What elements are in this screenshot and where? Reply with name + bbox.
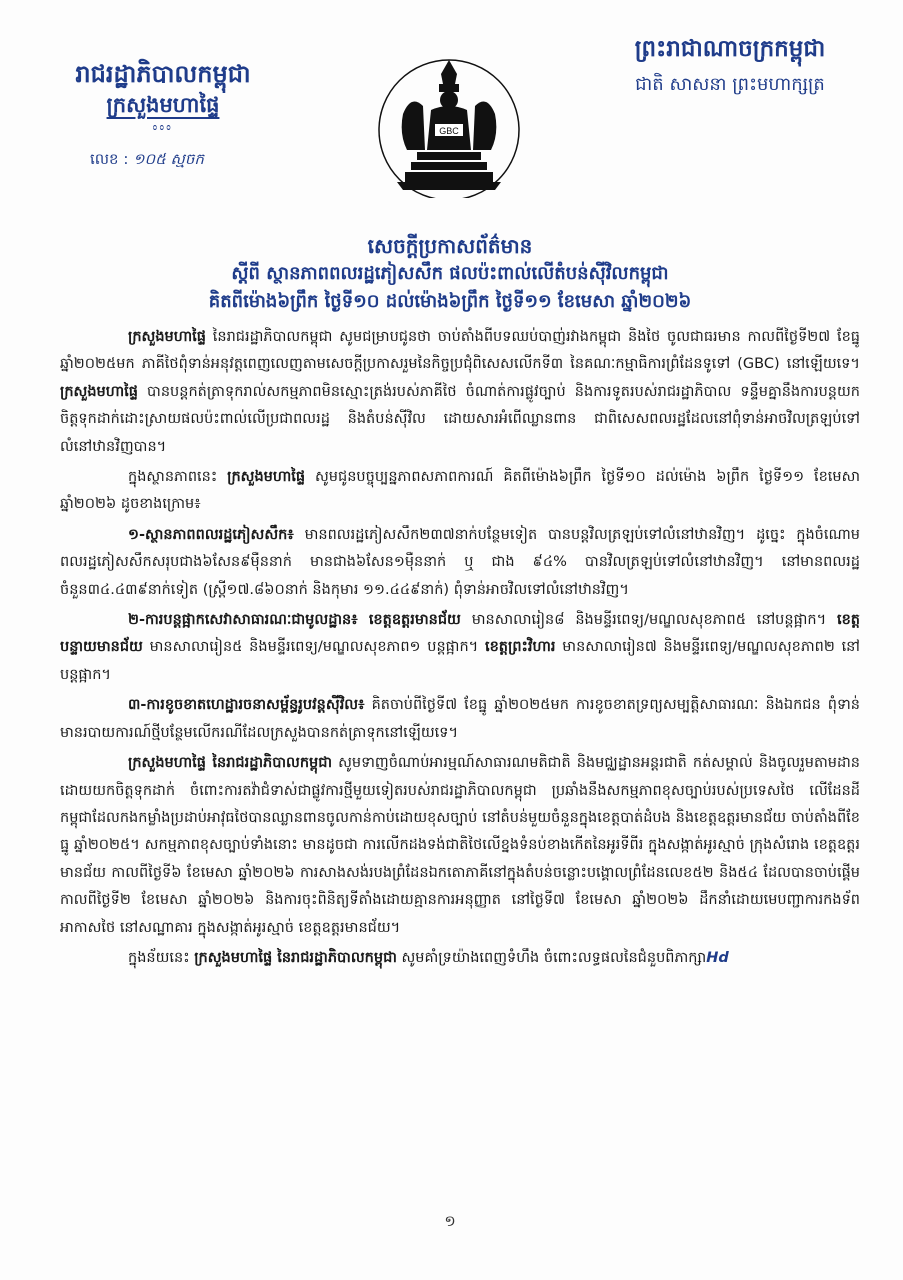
page-number: ១ <box>444 1212 456 1230</box>
ministry-name: ក្រសួងមហាផ្ទៃ <box>106 93 220 117</box>
title-line-1: សេចក្តីប្រកាសព័ត៌មាន <box>367 234 533 258</box>
p5-lead: ៣-ការខូចខាតហេដ្ឋារចនាសម្ព័ន្ធរូបវន្តស៊ីវិល៖ <box>128 697 365 714</box>
royal-emblem-icon <box>377 54 521 198</box>
right-header <box>585 32 875 100</box>
paragraph-3 <box>60 522 860 604</box>
p7-text: ក្នុងន័យនេះ <box>128 949 195 966</box>
p1-text-2: បានបន្តកត់ត្រាទុករាល់សកម្មភាពមិនស្មោះត្រង់របស់ភាគីថៃ ចំណាត់ការផ្លូវច្បាប់ និងការទូតរបស់រាជរដ្ឋាភិបាល ទន្ទឹមគ្នានឹងការបន្តយកចិត្តទុកដាក់ដោះស្រាយផលប៉ះពាល់លើប្រជាពលរដ្ឋ និងតំបន់ស៊ីវិល ដោយសារអំពើឈ្លានពាន ជាពិសេសពលរដ្ឋដែលនៅពុំទាន់អាចវិលត្រឡប់ទៅលំនៅឋានវិញបាន។ <box>60 383 860 455</box>
reference-number <box>90 146 290 172</box>
p6-text: សូមទាញចំណាប់អារម្មណ៍សាធារណមតិជាតិ និងមជ្ឈដ្ឋានអន្តរជាតិ កត់សម្គាល់ និងចូលរួមតាមដានដោយយកចិត្តទុកដាក់ ចំពោះការតវ៉ាជំទាស់ជាផ្លូវការថ្មីមួយទៀតរបស់រាជរដ្ឋាភិបាលកម្ពុជា ប្រឆាំងនឹងសកម្មភាពខុសច្បាប់របស់ប្រទេសថៃ លើដែនដីកម្ពុជាដែលកងកម្លាំងប្រដាប់អាវុធថៃបានឈ្លានពានចូលកាន់កាប់ដោយខុសច្បាប់ នៅតំបន់មួយចំនួនក្នុងខេត្តបាត់ដំបង និងខេត្តឧត្តរមានជ័យ ចាប់តាំងពីខែធ្នូ ឆ្នាំ២០២៥។ សកម្មភាពខុសច្បាប់ទាំងនោះ មានដូចជា ការលើកដងទង់ជាតិថៃលើខ្នងទំនប់ខាងកើតនៃអូរទីពីរ ក្នុងសង្កាត់អូរស្មាច់ ក្រុងសំរោង ខេត្តឧត្តរមានជ័យ កាលពីថ្ងៃទី៦ ខែមេសា ឆ្នាំ២០២៦ ការសាងសង់របងព្រំដែនឯកតោភាគីនៅក្នុងតំបន់ចន្លោះបង្គោលព្រំដែនលេខ៥២ និង៥៤ ដែលបានចាប់ផ្តើមកាលពីថ្ងៃទី២ ខែមេសា ឆ្នាំ២០២៦ និងការចុះពិនិត្យទីតាំងដោយគ្មានការអនុញ្ញាត នៅថ្ងៃទី៧ ខែមេសា ឆ្នាំ២០២៦ ដឹកនាំដោយមេបញ្ជាការកងទ័ពអាកាសថៃ នៅសណ្ឋាគារ ក្នុងសង្កាត់អូរស្មាច់ ខេត្តឧត្តរមានជ័យ។ <box>60 755 860 936</box>
handwritten-initials: Hd <box>706 949 729 966</box>
p4-text-3: មានសាលារៀន៧ និងមន្ទីរពេទ្យ/មណ្ឌលសុខភាព២ នៅបន្តផ្អាក។ <box>60 639 860 683</box>
ornament-divider: ᭜᭜᭜ <box>152 122 174 137</box>
paragraph-6 <box>60 750 860 942</box>
national-motto: ជាតិ សាសនា ព្រះមហាក្សត្រ <box>635 74 825 95</box>
p4-lead-2: ខេត្តបន្ទាយមានជ័យ <box>60 612 860 656</box>
p3-lead: ១-ស្ថានភាពពលរដ្ឋភៀសសឹក៖ <box>128 526 294 543</box>
paragraph-4 <box>60 607 860 689</box>
p4-lead: ២-ការបន្តផ្អាកសេវាសាធារណៈជាមូលដ្ឋាន៖ ខេត្តឧត្តរមានជ័យ <box>128 612 461 629</box>
kingdom-name: ព្រះរាជាណាចក្រកម្ពុជា <box>634 36 826 62</box>
p2-text: ក្នុងស្ថានភាពនេះ <box>128 469 228 486</box>
p3-text: មានពលរដ្ឋភៀសសឹក២៣៧នាក់បន្ថែមទៀត បានបន្តវិលត្រឡប់ទៅលំនៅឋានវិញ។ ដូច្នេះ ក្នុងចំណោមពលរដ្ឋភៀសសឹកសរុបជាង៦សែន៩ម៉ឺននាក់ មានជាង៦សែន១ម៉ឺននាក់ ឬ ជាង ៩៤% បានវិលត្រឡប់ទៅលំនៅឋានវិញ។ នៅមានពលរដ្ឋចំនួន៣៤.៤៣៩នាក់ទៀត (ស្ត្រី១៧.៨៦០នាក់ និងកុមារ ១១.៤៤៩នាក់) ពុំទាន់អាចវិលទៅលំនៅឋានវិញ។ <box>60 526 860 598</box>
p5-text: គិតចាប់ពីថ្ងៃទី៧ ខែធ្នូ ឆ្នាំ២០២៥មក ការខូចខាតទ្រព្យសម្បត្តិសាធារណៈ និងឯកជន ពុំទាន់មានរបាយការណ៍ថ្មីបន្ថែមលើករណីដែលក្រសួងបានកត់ត្រាទុកនៅឡើយទេ។ <box>60 697 860 741</box>
paragraph-5 <box>60 692 860 747</box>
svg-text:GBC: GBC <box>439 126 459 136</box>
title-line-2: ស្តីពី ស្ថានភាពពលរដ្ឋភៀសសឹក ផលប៉ះពាល់លើតំបន់ស៊ីវិលកម្ពុជា <box>231 263 669 284</box>
p6-lead: ក្រសួងមហាផ្ទៃ នៃរាជរដ្ឋាភិបាលកម្ពុជា <box>128 755 333 772</box>
document-body <box>60 324 860 972</box>
p1-lead-2: ក្រសួងមហាផ្ទៃ <box>60 383 138 400</box>
p4-lead-3: ខេត្តព្រះវិហារ <box>485 639 556 656</box>
title-line-3: គិតពីម៉ោង៦ព្រឹក ថ្ងៃទី១០ ដល់ម៉ោង៦ព្រឹក ថ្ងៃទី១១ ខែមេសា ឆ្នាំ២០២៦ <box>208 291 692 312</box>
reference-value: ១០៥ ស្មចក <box>133 150 204 168</box>
p2-text-2: សូមជូនបច្ចុប្បន្នភាពសភាពការណ៍ គិតពីម៉ោង៦ព្រឹក ថ្ងៃទី១០ ដល់ម៉ោង ៦ព្រឹក ថ្ងៃទី១១ ខែមេសា ឆ្នាំ២០២៦ ដូចខាងក្រោម៖ <box>60 469 860 513</box>
paragraph-2 <box>60 464 860 519</box>
p2-lead: ក្រសួងមហាផ្ទៃ <box>227 469 306 486</box>
p7-lead: ក្រសួងមហាផ្ទៃ នៃរាជរដ្ឋាភិបាលកម្ពុជា <box>194 949 397 966</box>
p1-lead: ក្រសួងមហាផ្ទៃ <box>128 329 206 345</box>
paragraph-1 <box>60 324 860 461</box>
p4-text-2: មានសាលារៀន៥ និងមន្ទីរពេទ្យ/មណ្ឌលសុខភាព១ បន្តផ្អាក។ <box>142 639 485 656</box>
reference-label: លេខ : <box>90 150 129 168</box>
document-title <box>60 232 840 316</box>
p4-text: មានសាលារៀន៨ និងមន្ទីរពេទ្យ/មណ្ឌលសុខភាព៥ នៅបន្តផ្អាក។ <box>460 612 837 629</box>
government-name: រាជរដ្ឋាភិបាលកម្ពុជា <box>75 60 251 88</box>
p1-text: នៃរាជរដ្ឋាភិបាលកម្ពុជា សូមជម្រាបជូនថា ចាប់តាំងពីបទឈប់បាញ់រវាងកម្ពុជា និងថៃ ចូលជាធរមាន កាលពីថ្ងៃទី២៧ ខែធ្នូ ឆ្នាំ២០២៥មក ភាគីថៃពុំទាន់អនុវត្តពេញលេញតាមសេចក្តីប្រកាសរួមនៃកិច្ចប្រជុំពិសេសលើកទី៣ នៃគណៈកម្មាធិការព្រំដែនទូទៅ (GBC) នៅឡើយទេ។ <box>60 329 860 373</box>
left-header <box>48 58 278 168</box>
paragraph-7 <box>60 945 860 972</box>
p7-text-2: សូមគាំទ្រយ៉ាងពេញទំហឹង ចំពោះលទ្ធផលនៃជំនួបពិភាក្សា <box>396 949 707 966</box>
